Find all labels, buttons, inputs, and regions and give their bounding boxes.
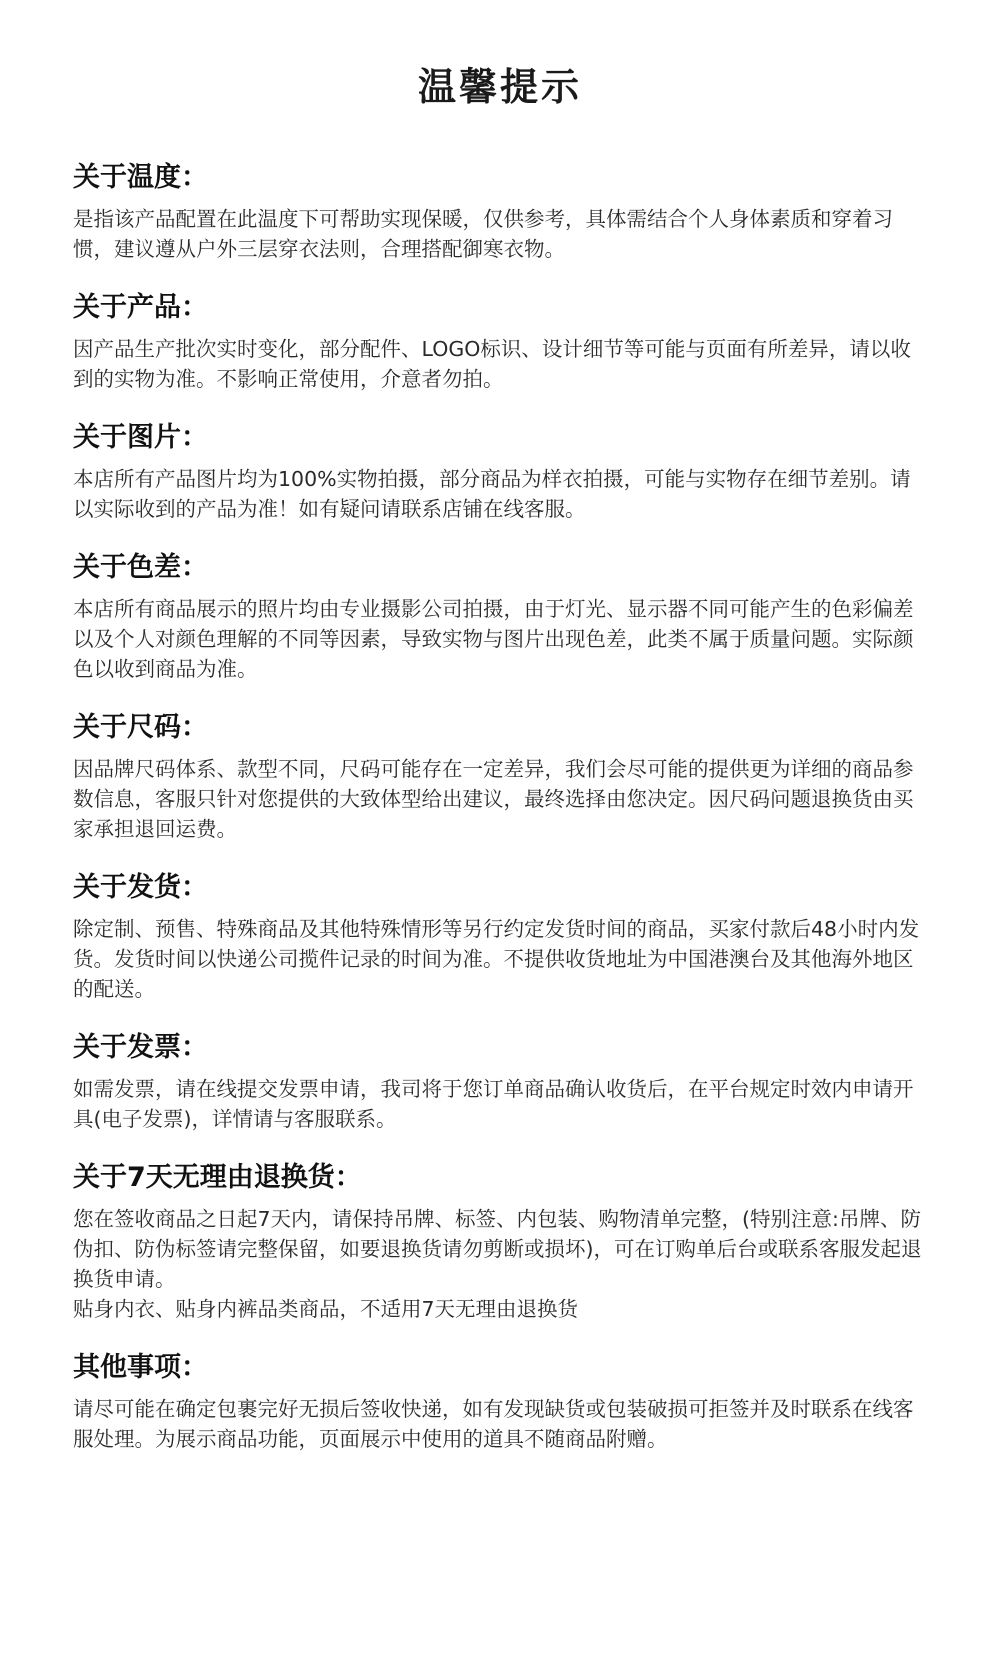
section-body (73, 1204, 927, 1324)
section-text: 因产品生产批次实时变化，部分配件、LOGO标识、设计细节等可能与页面有所差异，请以收到的实物为准。不影响正常使用，介意者勿拍。 (73, 337, 911, 391)
section-heading: 关于发票： (73, 1032, 208, 1063)
section-returns (73, 1160, 927, 1324)
section-body (73, 754, 927, 844)
section-text: 请尽可能在确定包裹完好无损后签收快递，如有发现缺货或包装破损可拒签并及时联系在线客服处理。为展示商品功能，页面展示中使用的道具不随商品附赠。 (73, 1397, 914, 1451)
section-heading: 关于温度： (73, 162, 208, 193)
section-text: 您在签收商品之日起7天内，请保持吊牌、标签、内包装、购物清单完整，(特别注意:吊牌、防伪扣、防伪标签请完整保留，如要退换货请勿剪断或损坏)，可在订购单后台或联系客服发起退换货申请。 (73, 1207, 922, 1291)
section-text: 本店所有商品展示的照片均由专业摄影公司拍摄，由于灯光、显示器不同可能产生的色彩偏差以及个人对颜色理解的不同等因素，导致实物与图片出现色差，此类不属于质量问题。实际颜色以收到商品为准。 (73, 597, 914, 681)
section-body (73, 1394, 927, 1454)
section-heading: 关于发货： (73, 872, 208, 903)
section-heading: 关于图片： (73, 422, 208, 453)
section-invoice (73, 1030, 927, 1134)
page-title: 温馨提示 (417, 65, 582, 109)
section-pictures (73, 420, 927, 524)
section-other (73, 1350, 927, 1454)
section-body (73, 1074, 927, 1134)
section-text: 本店所有产品图片均为100%实物拍摄，部分商品为样衣拍摄，可能与实物存在细节差别。请以实际收到的产品为准！如有疑问请联系店铺在线客服。 (73, 467, 911, 521)
section-heading: 关于尺码： (73, 712, 208, 743)
section-text: 除定制、预售、特殊商品及其他特殊情形等另行约定发货时间的商品，买家付款后48小时内发货。发货时间以快递公司揽件记录的时间为准。不提供收货地址为中国港澳台及其他海外地区的配送。 (73, 917, 920, 1001)
section-body (73, 594, 927, 684)
section-temperature (73, 160, 927, 264)
section-heading: 其他事项： (73, 1352, 208, 1383)
section-text: 如需发票，请在线提交发票申请，我司将于您订单商品确认收货后，在平台规定时效内申请开具(电子发票)，详情请与客服联系。 (73, 1077, 914, 1131)
section-heading: 关于色差： (73, 552, 208, 583)
section-text: 贴身内衣、贴身内裤品类商品，不适用7天无理由退换货 (73, 1297, 579, 1321)
section-text: 是指该产品配置在此温度下可帮助实现保暖，仅供参考，具体需结合个人身体素质和穿着习惯，建议遵从户外三层穿衣法则，合理搭配御寒衣物。 (73, 207, 893, 261)
section-product (73, 290, 927, 394)
section-size (73, 710, 927, 844)
section-body (73, 334, 927, 394)
section-body (73, 464, 927, 524)
notice-sections (73, 160, 927, 1454)
section-heading: 关于产品： (73, 292, 208, 323)
section-body (73, 204, 927, 264)
section-color-difference (73, 550, 927, 684)
section-body (73, 914, 927, 1004)
section-heading: 关于7天无理由退换货： (73, 1162, 362, 1193)
section-shipping (73, 870, 927, 1004)
section-text: 因品牌尺码体系、款型不同，尺码可能存在一定差异，我们会尽可能的提供更为详细的商品参数信息，客服只针对您提供的大致体型给出建议，最终选择由您决定。因尺码问题退换货由买家承担退回运费。 (73, 757, 914, 841)
